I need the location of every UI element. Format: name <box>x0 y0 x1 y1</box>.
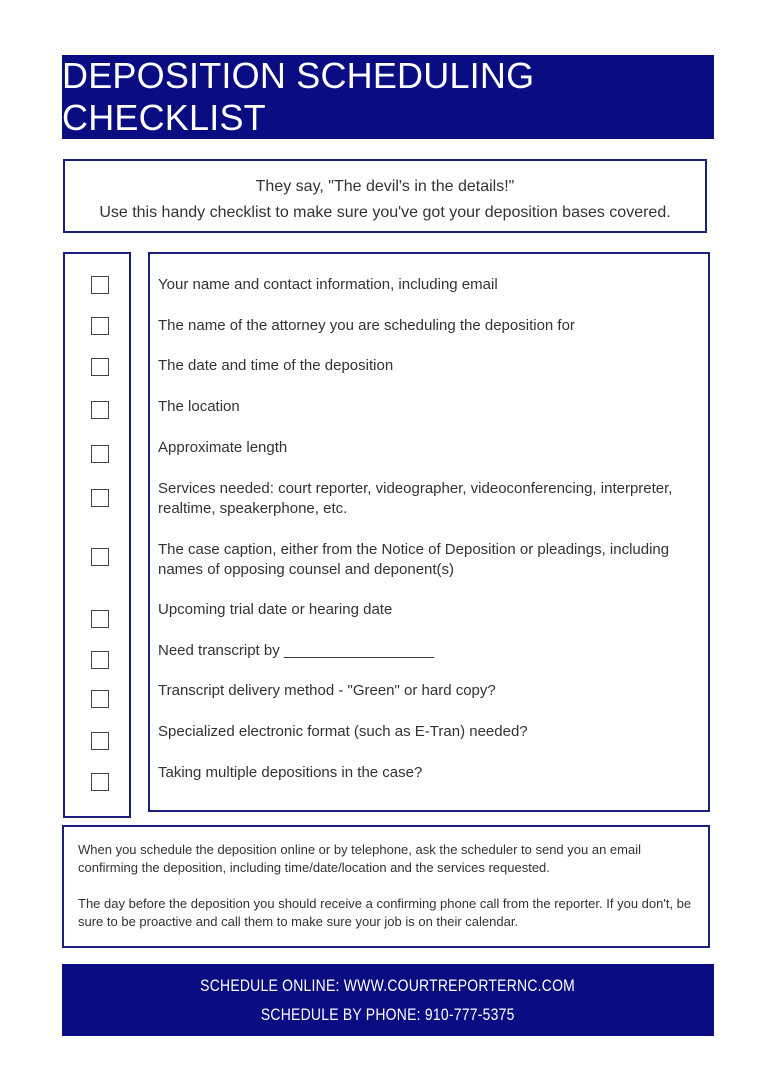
list-item: Approximate length <box>158 439 288 456</box>
schedule-online-link[interactable]: SCHEDULE ONLINE: WWW.COURTREPORTERNC.COM <box>200 976 576 995</box>
note-confirmation-call: The day before the deposition you should receive a confirming phone call from the reporter. If you don't, be sure to be proactive and call them to make sure your job is on their calendar. <box>78 896 692 929</box>
list-item: Transcript delivery method - "Green" or hard copy? <box>158 682 496 699</box>
intro-quote: They say, "The devil's in the details!" <box>255 178 515 195</box>
list-item: The case caption, either from the Notice of Deposition or pleadings, including names of opposing counsel and deponent(s) <box>158 541 670 578</box>
checkbox-contact-info[interactable] <box>91 276 109 294</box>
schedule-phone[interactable]: SCHEDULE BY PHONE: 910-777-5375 <box>261 1005 515 1024</box>
checkbox-date-time[interactable] <box>91 358 109 376</box>
checkbox-transcript-by[interactable] <box>91 651 109 669</box>
footer-banner <box>62 964 714 1036</box>
list-item: Your name and contact information, including email <box>158 276 498 293</box>
page-title: DEPOSITION SCHEDULING CHECKLIST <box>62 55 535 138</box>
list-item: Specialized electronic format (such as E-Tran) needed? <box>158 723 528 740</box>
intro-instruction: Use this handy checklist to make sure you've got your deposition bases covered. <box>99 204 671 221</box>
note-confirmation-email: When you schedule the deposition online or by telephone, ask the scheduler to send you an email confirming the deposition, including time/date/location and the services requested. <box>78 842 641 875</box>
checkbox-electronic-format[interactable] <box>91 732 109 750</box>
title-banner <box>62 55 714 139</box>
checkbox-services-needed[interactable] <box>91 489 109 507</box>
checkbox-approx-length[interactable] <box>91 445 109 463</box>
checkbox-trial-date[interactable] <box>91 610 109 628</box>
checkbox-case-caption[interactable] <box>91 548 109 566</box>
intro-box <box>63 159 707 233</box>
list-item: Need transcript by __________________ <box>158 642 435 659</box>
list-item: Upcoming trial date or hearing date <box>158 601 393 618</box>
list-item: Services needed: court reporter, videographer, videoconferencing, interpreter, realtime, speakerphone, etc. <box>158 480 673 517</box>
list-item: The name of the attorney you are scheduling the deposition for <box>158 317 575 334</box>
checkbox-delivery-method[interactable] <box>91 690 109 708</box>
list-item: The date and time of the deposition <box>158 357 394 374</box>
checkbox-multiple-depositions[interactable] <box>91 773 109 791</box>
checkbox-location[interactable] <box>91 401 109 419</box>
list-item: The location <box>158 398 240 415</box>
checklist-items <box>148 252 710 812</box>
list-item: Taking multiple depositions in the case? <box>158 764 423 781</box>
checkbox-attorney-name[interactable] <box>91 317 109 335</box>
checkbox-column <box>63 252 131 818</box>
notes-box <box>62 825 710 948</box>
